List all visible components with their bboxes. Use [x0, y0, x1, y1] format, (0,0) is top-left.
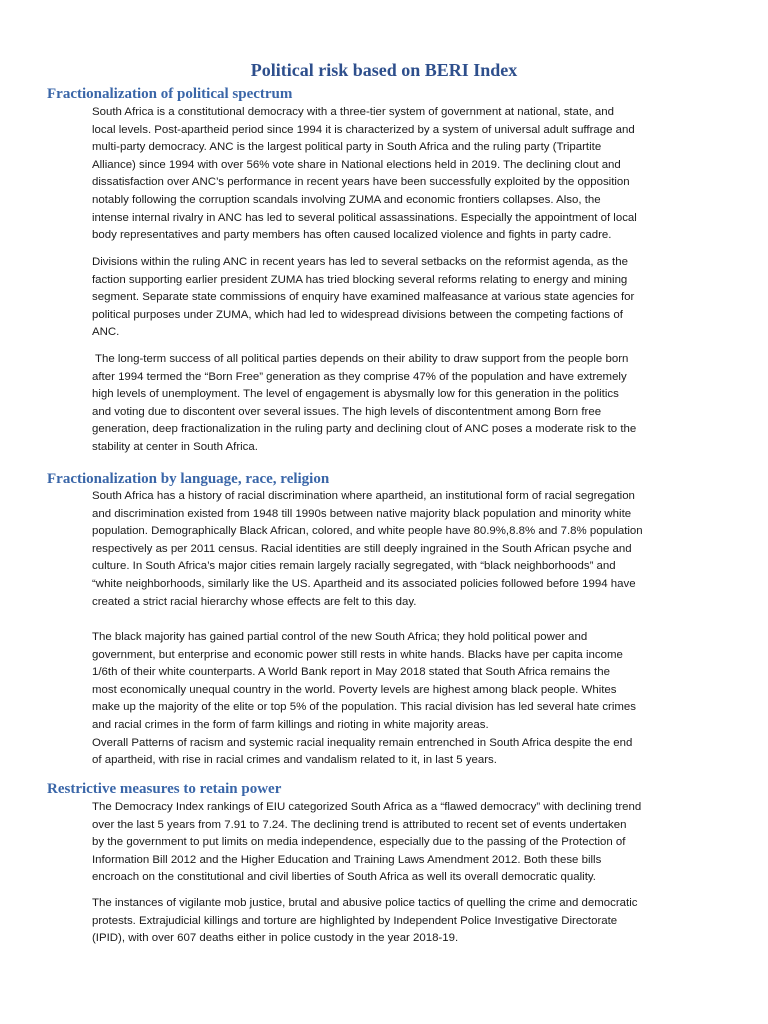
paragraph: [92, 895, 722, 948]
text-line: Alliance) since 1994 with over 56% vote share in National elections held in 2019. The declining clout and: [92, 158, 621, 171]
text-line: South Africa has a history of racial discrimination where apartheid, an institutional form of racial segregation: [92, 490, 635, 502]
text-line: The Democracy Index rankings of EIU categorized South Africa as a “flawed democracy” with declining trend: [92, 801, 642, 813]
paragraph: [92, 254, 722, 342]
text-line: after 1994 termed the “Born Free” generation as they comprise 47% of the population and have extremely: [92, 370, 627, 383]
section-heading-political-spectrum: Fractionalization of political spectrum: [47, 86, 293, 102]
paragraph: [92, 488, 722, 611]
document-title: Political risk based on BERI Index: [250, 60, 518, 80]
text-line: of apartheid, with rise in racial crimes and vandalism related to it, in last 5 years.: [92, 754, 497, 767]
text-line: body representatives and party members has often caused localized violence and fights in party cadre.: [92, 229, 612, 242]
text-line: make up the majority of the elite or top 5% of the population. This racial division has led several hate crimes: [92, 701, 636, 714]
text-line: faction supporting earlier president ZUMA has tried blocking several reforms relating to energy and mining: [92, 273, 628, 286]
text-line: over the last 5 years from 7.91 to 7.24. The declining trend is attributed to recent set of events undertaken: [92, 818, 627, 831]
text-line: local levels. Post-apartheid period since 1994 it is characterized by a system of universal adult suffrage and: [92, 123, 635, 136]
text-line: The black majority has gained partial control of the new South Africa; they hold political power and: [92, 631, 588, 643]
text-line: political purposes under ZUMA, which had led to widespread divisions between the competing factions of: [92, 308, 623, 321]
text-line: South Africa is a constitutional democracy with a three-tier system of government at national, state, and: [92, 106, 614, 118]
text-line: and racial crimes in the form of farm killings and rioting in white majority areas.: [92, 718, 489, 731]
text-line: segment. Separate state commissions of enquiry have examined malfeasance at various state agencies for: [92, 291, 635, 304]
paragraph: [92, 629, 722, 770]
text-line: dissatisfaction over ANC’s performance in recent years have been successfully exploited by the opposition: [92, 176, 630, 189]
text-line: multi-party democracy. ANC is the largest political party in South Africa and the ruling party (Tripartite: [92, 141, 602, 154]
text-line: (IPID), with over 607 deaths either in police custody in the year 2018-19.: [92, 932, 459, 945]
text-line: The long-term success of all political parties depends on their ability to draw support from the people born: [92, 353, 629, 365]
text-line: notably following the corruption scandals involving ZUMA and economic frontiers collapses. Also, the: [92, 193, 601, 206]
text-line: protests. Extrajudicial killings and torture are highlighted by Independent Police Investigative Directorate: [92, 914, 618, 927]
text-line: intense internal rivalry in ANC has led to several political assassinations. Especially the appointment of local: [92, 211, 637, 224]
text-line: most economically unequal country in the world. Poverty levels are highest among black people. Whites: [92, 683, 617, 696]
paragraph: [92, 799, 722, 887]
text-line: Divisions within the ruling ANC in recent years has led to several setbacks on the reformist agenda, as the: [92, 256, 628, 268]
text-line: by the government to put limits on media independence, especially due to the passing of the Protection of: [92, 836, 626, 849]
text-line: 1/6th of their white counterparts. A World Bank report in May 2018 stated that South Africa remains the: [92, 666, 610, 679]
text-line: “white neighborhoods, similarly like the US. Apartheid and its associated policies followed before 1994 have: [92, 577, 636, 590]
text-line: high levels of unemployment. The level of engagement is abysmally low for this generation in the politics: [92, 388, 619, 401]
text-line: generation, deep fractionalization in the ruling party and declining clout of ANC poses a moderate risk to the: [92, 423, 637, 436]
text-line: Overall Patterns of racism and systemic racial inequality remain entrenched in South Africa despite the end: [92, 736, 633, 749]
text-line: population. Demographically Black African, colored, and white people have 80.9%,8.8% and 7.8% population: [92, 525, 643, 538]
text-line: Information Bill 2012 and the Higher Education and Training Laws Amendment 2012. Both these bills: [92, 853, 602, 866]
text-line: respectively as per 2011 census. Racial identities are still deeply ingrained in the South African psyche and: [92, 542, 632, 555]
text-line: government, but enterprise and economic power still rests in white hands. Blacks have per capita income: [92, 648, 623, 661]
text-line: created a strict racial hierarchy whose effects are felt to this day.: [92, 595, 417, 608]
text-line: stability at center in South Africa.: [92, 440, 258, 453]
section-heading-language-race-religion: Fractionalization by language, race, religion: [47, 471, 330, 487]
text-line: encroach on the constitutional and civil liberties of South Africa as well its overall democratic quality.: [92, 871, 596, 884]
text-line: and voting due to discontent over several issues. The high levels of discontentment among Born free: [92, 405, 602, 418]
text-line: The instances of vigilante mob justice, brutal and abusive police tactics of quelling the crime and democratic: [92, 897, 638, 909]
text-line: and discrimination existed from 1948 till 1990s between native majority black population and minority white: [92, 507, 632, 520]
paragraph: [92, 351, 722, 457]
text-line: culture. In South Africa’s major cities remain largely racially segregated, with “black neighborhoods” and: [92, 560, 616, 573]
paragraph: [92, 104, 722, 245]
section-heading-restrictive-measures: Restrictive measures to retain power: [47, 781, 282, 797]
text-line: ANC.: [92, 326, 120, 339]
